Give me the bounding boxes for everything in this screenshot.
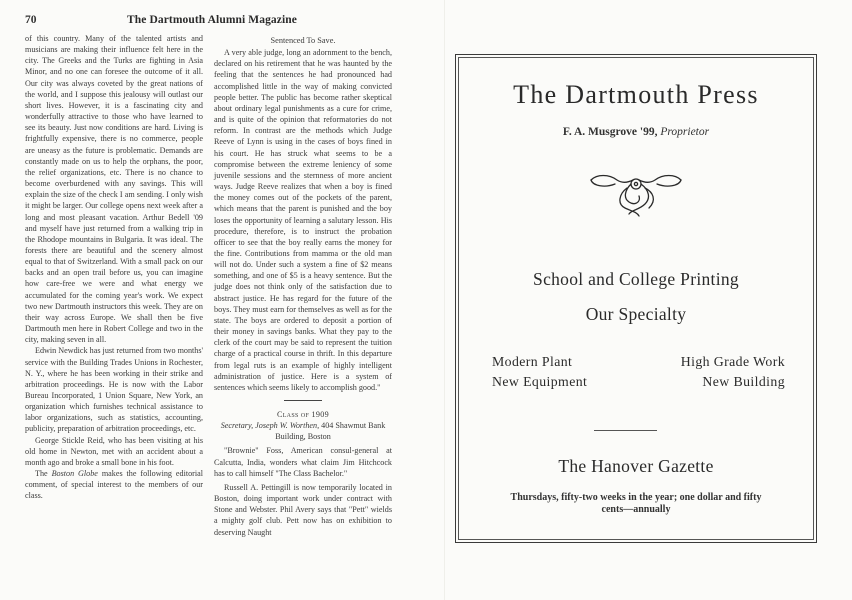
ad-divider bbox=[594, 430, 657, 431]
paragraph bbox=[25, 468, 203, 501]
ad-title: The Dartmouth Press bbox=[513, 80, 759, 109]
advertisement-inner-border bbox=[458, 57, 814, 540]
paragraph: of this country. Many of the talented artists and musicians are making their influence felt here in the city. The Greeks and the Turks are fighting in Asia Minor, and no one can foresee the outcome of it all. Our city was always coveted by the great nations of the world, and I suppose this jealousy will outlast our short lives. However, it is a fascinating city and wonderfully attractive to those who have learned to see its beauty. Just now conditions are hard. Living is frightfully expensive, there is no commerce, people are uneasy as the future is problematic. Demands are constantly made on us to help the orphans, the poor, the relief organizations, etc. There is no chance to become overburdened with any savings. This will explain the size of the check I am sending. I only wish it might be larger. Our college opens next week after a long and most pleasant vacation. Arthur Bedell '09 and myself have just returned from a walking trip in the Rhodope mountains in Bulgaria. It was ideal. The forests there are beautiful and the scenery almost equal to that of Switzerland. With a small pack on our backs and an open trail before us, you can imagine how care-free we were and what energy we accumulated for the coming year's work. We expect two new Dartmouth instructors this week. They are on their way across Europe. We shall then be five Dartmouth men here in Robert College and two in the city, making seven in all. bbox=[25, 34, 203, 345]
feature-item: New Equipment bbox=[492, 374, 588, 389]
page-number: 70 bbox=[25, 14, 37, 26]
article-heading: Sentenced To Save. bbox=[270, 36, 336, 45]
secretary-address: 404 Shawmut Bank Building, Boston bbox=[275, 421, 386, 442]
text-run: makes the following editorial comment, of special interest to the members of our class. bbox=[25, 469, 203, 501]
advertisement-frame bbox=[455, 54, 817, 543]
ad-headline-printing: School and College Printing bbox=[533, 269, 739, 289]
proprietor-role: Proprietor bbox=[660, 126, 710, 138]
feature-item: High Grade Work bbox=[680, 354, 785, 369]
newspaper-title: Boston Globe bbox=[51, 469, 98, 479]
paragraph: Russell A. Pettingill is now temporarily located in Boston, doing important work under contract with Stone and Webster. Phil Avery says that "Pett" wields a mighty golf club. Pett now has on exhibition to deserving Naught bbox=[214, 482, 392, 537]
feature-item: New Building bbox=[702, 374, 785, 389]
paragraph: George Stickle Reid, who has been visiting at his old home in Newton, met with an accident about a month ago and broke a small bone in his foot. bbox=[25, 435, 203, 467]
text-run: The bbox=[35, 469, 52, 479]
gazette-title: The Hanover Gazette bbox=[558, 456, 714, 476]
secretary-label: Secretary, Joseph W. Worthen, bbox=[220, 421, 320, 431]
proprietor-name: F. A. Musgrove '99, bbox=[562, 126, 658, 138]
paragraph: Edwin Newdick has just returned from two months' service with the Building Trades Unions in Rochester, N. Y., where he has been working in their strike and arbitration proceedings. He is now with the Labor Bureau Incorporated, 1 Union Square, New York, an organization which furnishes technical assistance to labor organizations, such as statistics, accounting, publicity, preparation of arbitration proceedings, etc. bbox=[25, 346, 203, 434]
secretary-line bbox=[214, 420, 392, 442]
text-column-2 bbox=[214, 33, 392, 538]
text-column-1 bbox=[25, 33, 203, 502]
feature-item: Modern Plant bbox=[492, 354, 573, 369]
paragraph: A very able judge, long an adornment to the bench, declared on his retirement that he was haunted by the feeling that the sentences he had pronounced had accomplished little in the way of making convicted people better. The public has become rather skeptical about ordinary legal punishments as a cure for crime, and is quite of the opinion that reformatories do not reform. In contrast are the methods which Judge Reeve of Lynn is using in the cases of boys fined in his court. He has struck what seems to be a compromise between the extreme leniency of some juvenile sessions and the sternness of more ancient ways. Judge Reeve realizes that when a boy is fined the money comes out of the pockets of the parent, which means that the parent is punished and the boy loses the opportunity of learning a salutary lesson. His procedure, therefore, is to instruct the probation officer to see that the boy really earns the money for the fine. Contributions from mamma or the old man will not do. Under such a system a fine of $2 means something, and one of $5 is a heavy sentence. But the judge does not think only of the satisfaction due to abstract justice. He has regard for the future of the boys. They must earn for themselves as well as for the state. The boys are ordered to deposit a portion of their money in savings banks. What they pay to the clerk of the court may be said to represent the tuition charge of a practical course in thrift. In this departure from legal ruts is an example of highly intelligent administration of justice. Here is a system of sentences which seems likely to accomplish good." bbox=[214, 48, 392, 392]
section-divider bbox=[284, 400, 322, 401]
page-gutter bbox=[444, 0, 445, 600]
paragraph: "Brownie" Foss, American consul-general at Calcutta, India, wonders what claim Jim Hitchcock has to call himself "The Class Bachelor." bbox=[214, 446, 392, 478]
ad-headline-specialty: Our Specialty bbox=[585, 304, 687, 324]
gazette-description: Thursdays, fifty-two weeks in the year; one dollar and fifty cents—annually bbox=[510, 492, 762, 515]
running-head: The Dartmouth Alumni Magazine bbox=[127, 14, 297, 26]
class-heading: Class of 1909 bbox=[277, 410, 329, 419]
